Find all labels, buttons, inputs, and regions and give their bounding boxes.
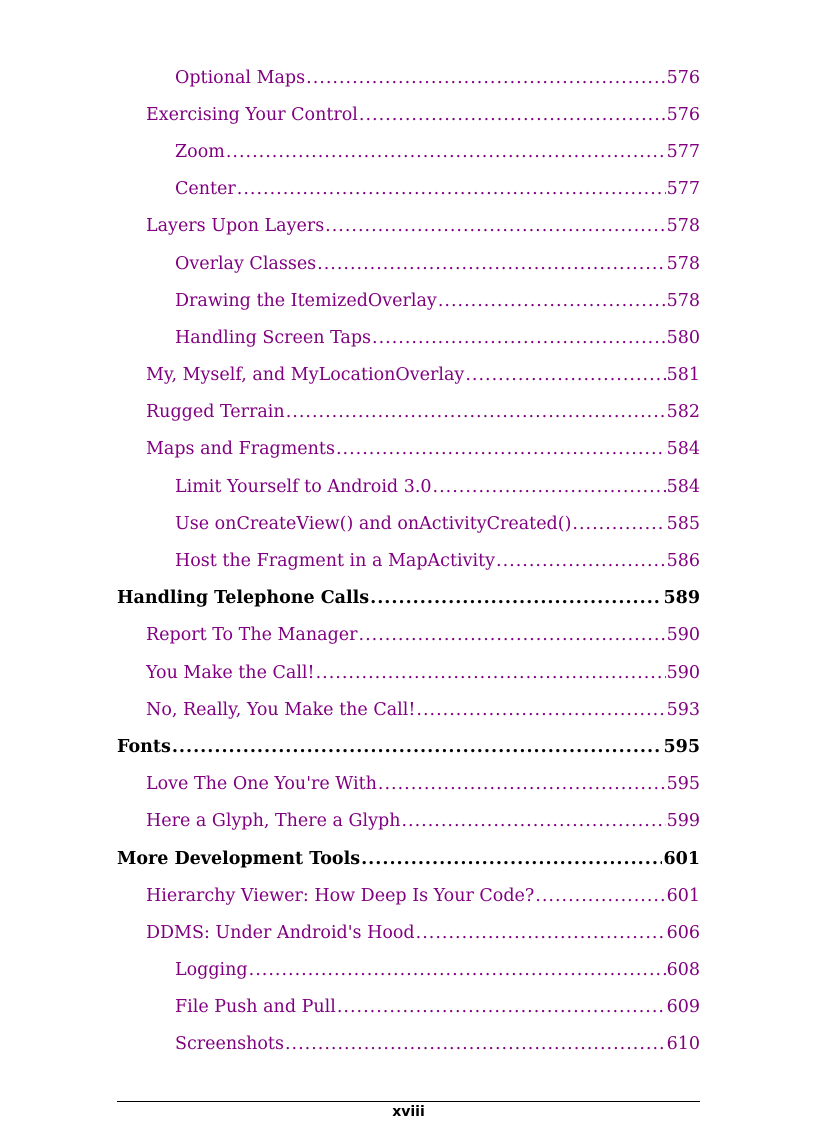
dot-leader <box>226 142 666 162</box>
toc-entry[interactable] <box>117 431 700 468</box>
toc-entry[interactable] <box>117 766 700 803</box>
toc-entry-title: Zoom <box>175 141 225 162</box>
dot-leader <box>496 551 666 571</box>
toc-entry[interactable] <box>117 877 700 914</box>
dot-leader <box>337 997 666 1017</box>
toc-entry-page-number: 578 <box>666 290 700 311</box>
toc-entry-title: File Push and Pull <box>175 997 336 1018</box>
toc-entry[interactable] <box>117 319 700 356</box>
toc-entry-page-number: 578 <box>666 253 700 274</box>
toc-entry-title: Use onCreateView() and onActivityCreated() <box>175 513 572 534</box>
dot-leader <box>359 105 666 125</box>
toc-entry-title: Logging <box>175 960 248 981</box>
toc-entry-title: Overlay Classes <box>175 253 317 274</box>
toc-chapter-entry[interactable] <box>117 728 700 765</box>
toc-entry-title: Report To The Manager <box>146 625 358 646</box>
toc-entry-page-number: 608 <box>666 960 700 981</box>
toc-entry-page-number: 577 <box>666 179 700 200</box>
toc-entry[interactable] <box>117 691 700 728</box>
toc-entry[interactable] <box>117 59 700 96</box>
toc-entry-page-number: 610 <box>666 1034 700 1055</box>
dot-leader <box>249 960 666 980</box>
toc-entry-page-number: 601 <box>666 885 700 906</box>
dot-leader <box>372 328 666 348</box>
toc-entry-title: Rugged Terrain <box>146 402 285 423</box>
table-of-contents <box>117 59 700 1063</box>
toc-entry-title: Screenshots <box>175 1034 284 1055</box>
toc-entry-page-number: 581 <box>666 365 700 386</box>
footer-rule <box>117 1101 700 1102</box>
toc-entry-page-number: 589 <box>663 588 700 609</box>
toc-entry-page-number: 584 <box>666 476 700 497</box>
dot-leader <box>172 737 663 757</box>
toc-entry[interactable] <box>117 654 700 691</box>
dot-leader <box>336 439 666 459</box>
toc-entry-page-number: 590 <box>666 625 700 646</box>
toc-entry-page-number: 609 <box>666 997 700 1018</box>
toc-entry-title: Here a Glyph, There a Glyph <box>146 811 401 832</box>
dot-leader <box>237 179 666 199</box>
toc-entry-title: More Development Tools <box>117 848 361 869</box>
dot-leader <box>438 291 666 311</box>
toc-entry[interactable] <box>117 282 700 319</box>
dot-leader <box>359 625 666 645</box>
dot-leader <box>535 886 665 906</box>
toc-entry-page-number: 590 <box>666 662 700 683</box>
toc-entry-title: Exercising Your Control <box>146 104 358 125</box>
toc-entry-page-number: 580 <box>666 327 700 348</box>
toc-entry[interactable] <box>117 96 700 133</box>
toc-entry-page-number: 595 <box>663 736 700 757</box>
dot-leader <box>285 1034 666 1054</box>
dot-leader <box>465 365 665 385</box>
toc-entry-page-number: 584 <box>666 439 700 460</box>
toc-entry-page-number: 601 <box>663 848 700 869</box>
toc-entry-title: Layers Upon Layers <box>146 216 325 237</box>
dot-leader <box>401 811 665 831</box>
toc-entry-title: My, Myself, and MyLocationOverlay <box>146 365 465 386</box>
toc-entry-page-number: 606 <box>666 922 700 943</box>
toc-entry[interactable] <box>117 357 700 394</box>
toc-entry-title: DDMS: Under Android's Hood <box>146 922 415 943</box>
toc-entry[interactable] <box>117 803 700 840</box>
toc-chapter-entry[interactable] <box>117 840 700 877</box>
toc-entry[interactable] <box>117 245 700 282</box>
toc-entry[interactable] <box>117 505 700 542</box>
toc-entry-title: Handling Telephone Calls <box>117 588 370 609</box>
dot-leader <box>433 477 666 497</box>
toc-entry-page-number: 576 <box>666 104 700 125</box>
toc-entry-page-number: 586 <box>666 551 700 572</box>
toc-entry-title: You Make the Call! <box>146 662 315 683</box>
toc-entry[interactable] <box>117 542 700 579</box>
dot-leader <box>325 216 665 236</box>
toc-entry-title: No, Really, You Make the Call! <box>146 699 416 720</box>
toc-entry[interactable] <box>117 1026 700 1063</box>
dot-leader <box>317 254 665 274</box>
toc-entry[interactable] <box>117 133 700 170</box>
dot-leader <box>572 514 665 534</box>
toc-entry-page-number: 585 <box>666 513 700 534</box>
dot-leader <box>416 923 666 943</box>
dot-leader <box>286 402 666 422</box>
toc-entry-page-number: 582 <box>666 402 700 423</box>
toc-entry-title: Limit Yourself to Android 3.0 <box>175 476 432 497</box>
toc-entry-title: Drawing the ItemizedOverlay <box>175 290 437 311</box>
toc-entry-title: Hierarchy Viewer: How Deep Is Your Code? <box>146 885 535 906</box>
toc-entry-title: Fonts <box>117 736 171 757</box>
toc-entry-title: Optional Maps <box>175 67 306 88</box>
toc-entry[interactable] <box>117 208 700 245</box>
dot-leader <box>361 849 662 869</box>
dot-leader <box>416 700 665 720</box>
toc-entry[interactable] <box>117 989 700 1026</box>
toc-entry[interactable] <box>117 952 700 989</box>
toc-entry-page-number: 599 <box>666 811 700 832</box>
toc-entry[interactable] <box>117 914 700 951</box>
toc-entry[interactable] <box>117 468 700 505</box>
toc-entry[interactable] <box>117 394 700 431</box>
dot-leader <box>370 588 662 608</box>
toc-entry[interactable] <box>117 617 700 654</box>
toc-entry-page-number: 576 <box>666 67 700 88</box>
toc-entry-page-number: 593 <box>666 699 700 720</box>
toc-chapter-entry[interactable] <box>117 580 700 617</box>
toc-entry-title: Maps and Fragments <box>146 439 335 460</box>
toc-entry-page-number: 595 <box>666 774 700 795</box>
dot-leader <box>316 663 666 683</box>
toc-entry-title: Host the Fragment in a MapActivity <box>175 551 496 572</box>
page-number: xviii <box>392 1104 425 1120</box>
toc-entry-title: Center <box>175 179 236 200</box>
toc-entry[interactable] <box>117 171 700 208</box>
toc-entry-page-number: 577 <box>666 141 700 162</box>
toc-entry-title: Love The One You're With <box>146 774 377 795</box>
toc-entry-title: Handling Screen Taps <box>175 327 372 348</box>
toc-entry-page-number: 578 <box>666 216 700 237</box>
dot-leader <box>306 68 665 88</box>
dot-leader <box>378 774 666 794</box>
